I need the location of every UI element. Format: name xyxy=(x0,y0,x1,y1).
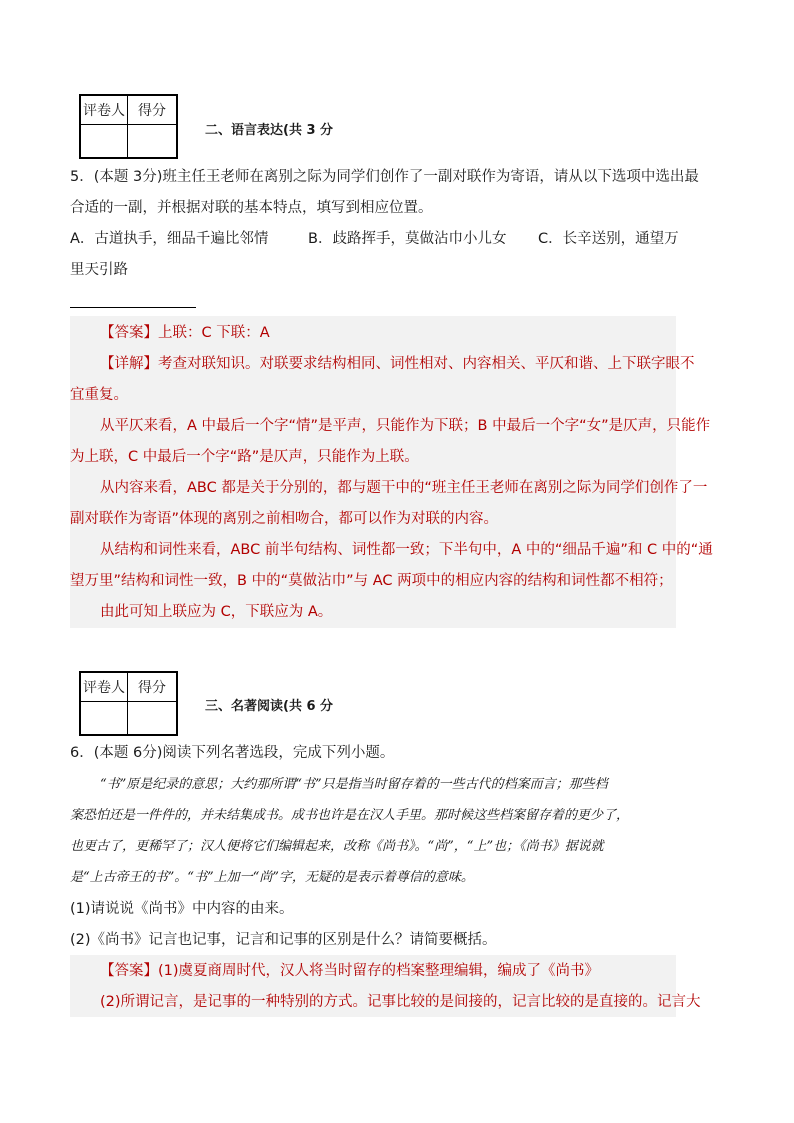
passage-line: “书”原是纪录的意思；大约那所谓“书”只是指当时留存着的一些古代的档案而言；那些档 xyxy=(100,777,608,792)
answer-tag: 【答案】 xyxy=(100,963,158,979)
question-6-stem: 6．(本题 6分)阅读下列名著选段，完成下列小题。 xyxy=(70,745,395,761)
detail-line: 从平仄来看，A 中最后一个字“情”是平声，只能作为下联；B 中最后一个字“女”是仄声，只能作 xyxy=(100,418,711,434)
grader-cell[interactable] xyxy=(80,702,128,736)
detail-line: 由此可知上联应为 C，下联应为 A。 xyxy=(100,604,333,620)
answer-text: 上联：C 下联：A xyxy=(158,325,270,341)
answer-tag: 【答案】 xyxy=(100,325,158,341)
detail-line: 从结构和词性来看，ABC 前半句结构、词性都一致；下半句中，A 中的“细品千遍”和 C 中的“通 xyxy=(100,542,713,558)
detail-text: 考查对联知识。对联要求结构相同、词性相对、内容相关、平仄和谐、上下联字眼不 xyxy=(158,356,695,372)
option-c: C．长辛送别，通望万 xyxy=(538,231,679,247)
answer-block xyxy=(70,955,701,1017)
detail-line: 为上联，C 中最后一个字“路”是仄声，只能作为上联。 xyxy=(70,449,419,465)
option-a: A．古道执手，细品千遍比邻情 xyxy=(70,231,269,247)
question-5-stem-cont: 合适的一副，并根据对联的基本特点，填写到相应位置。 xyxy=(70,200,433,216)
passage-line: 也更古了，更稀罕了；汉人便将它们编辑起来，改称《尚书》。“尚”，“上”也；《尚书》据说就 xyxy=(70,839,604,854)
score-table xyxy=(79,94,178,159)
sub-question-2: (2)《尚书》记言也记事，记言和记事的区别是什么？请简要概括。 xyxy=(70,932,497,948)
grader-header: 评卷人 xyxy=(80,95,128,125)
answer-blank-line[interactable] xyxy=(70,307,196,308)
detail-tag: 【详解】 xyxy=(100,356,158,372)
detail-line: 望万里”结构和词性一致，B 中的“莫做沾巾”与 AC 两项中的相应内容的结构和词性都不相符； xyxy=(70,573,673,589)
score-table xyxy=(79,671,178,736)
score-cell[interactable] xyxy=(128,702,178,736)
passage-line: 是“上古帝王的书”。“书”上加一“尚”字，无疑的是表示着尊信的意味。 xyxy=(70,870,474,885)
question-5-stem: 5．(本题 3分)班主任王老师在离别之际为同学们创作了一副对联作为寄语，请从以下选项中选出最 xyxy=(70,169,699,185)
detail-line: 副对联作为寄语”体现的离别之前相吻合，都可以作为对联的内容。 xyxy=(70,511,499,527)
section-title: 二、语言表达(共 3 分 xyxy=(205,123,334,138)
grader-cell[interactable] xyxy=(80,125,128,159)
answer-line xyxy=(70,961,676,981)
score-cell[interactable] xyxy=(128,125,178,159)
answer-block xyxy=(70,316,713,628)
answer-line: (2)所谓记言，是记事的一种特别的方式。记事比较的是间接的，记言比较的是直接的。记言大 xyxy=(100,994,701,1010)
passage-line: 案恐怕还是一件件的，并未结集成书。成书也许是在汉人手里。那时候这些档案留存着的更少了， xyxy=(70,808,630,823)
option-b: B．歧路挥手，莫做沾巾小儿女 xyxy=(308,231,507,247)
detail-line xyxy=(70,354,695,374)
detail-line: 宜重复。 xyxy=(70,387,128,403)
sub-question-1: (1)请说说《尚书》中内容的由来。 xyxy=(70,901,294,917)
score-header: 得分 xyxy=(128,672,178,702)
answer-line xyxy=(70,323,676,343)
section-title: 三、名著阅读(共 6 分 xyxy=(205,699,334,714)
detail-line: 从内容来看，ABC 都是关于分别的，都与题干中的“班主任王老师在离别之际为同学们创作了一 xyxy=(100,480,708,496)
score-header: 得分 xyxy=(128,95,178,125)
answer-text: (1)虞夏商周时代，汉人将当时留存的档案整理编辑，编成了《尚书》 xyxy=(158,963,600,979)
grader-header: 评卷人 xyxy=(80,672,128,702)
option-c-cont: 里天引路 xyxy=(70,262,128,278)
